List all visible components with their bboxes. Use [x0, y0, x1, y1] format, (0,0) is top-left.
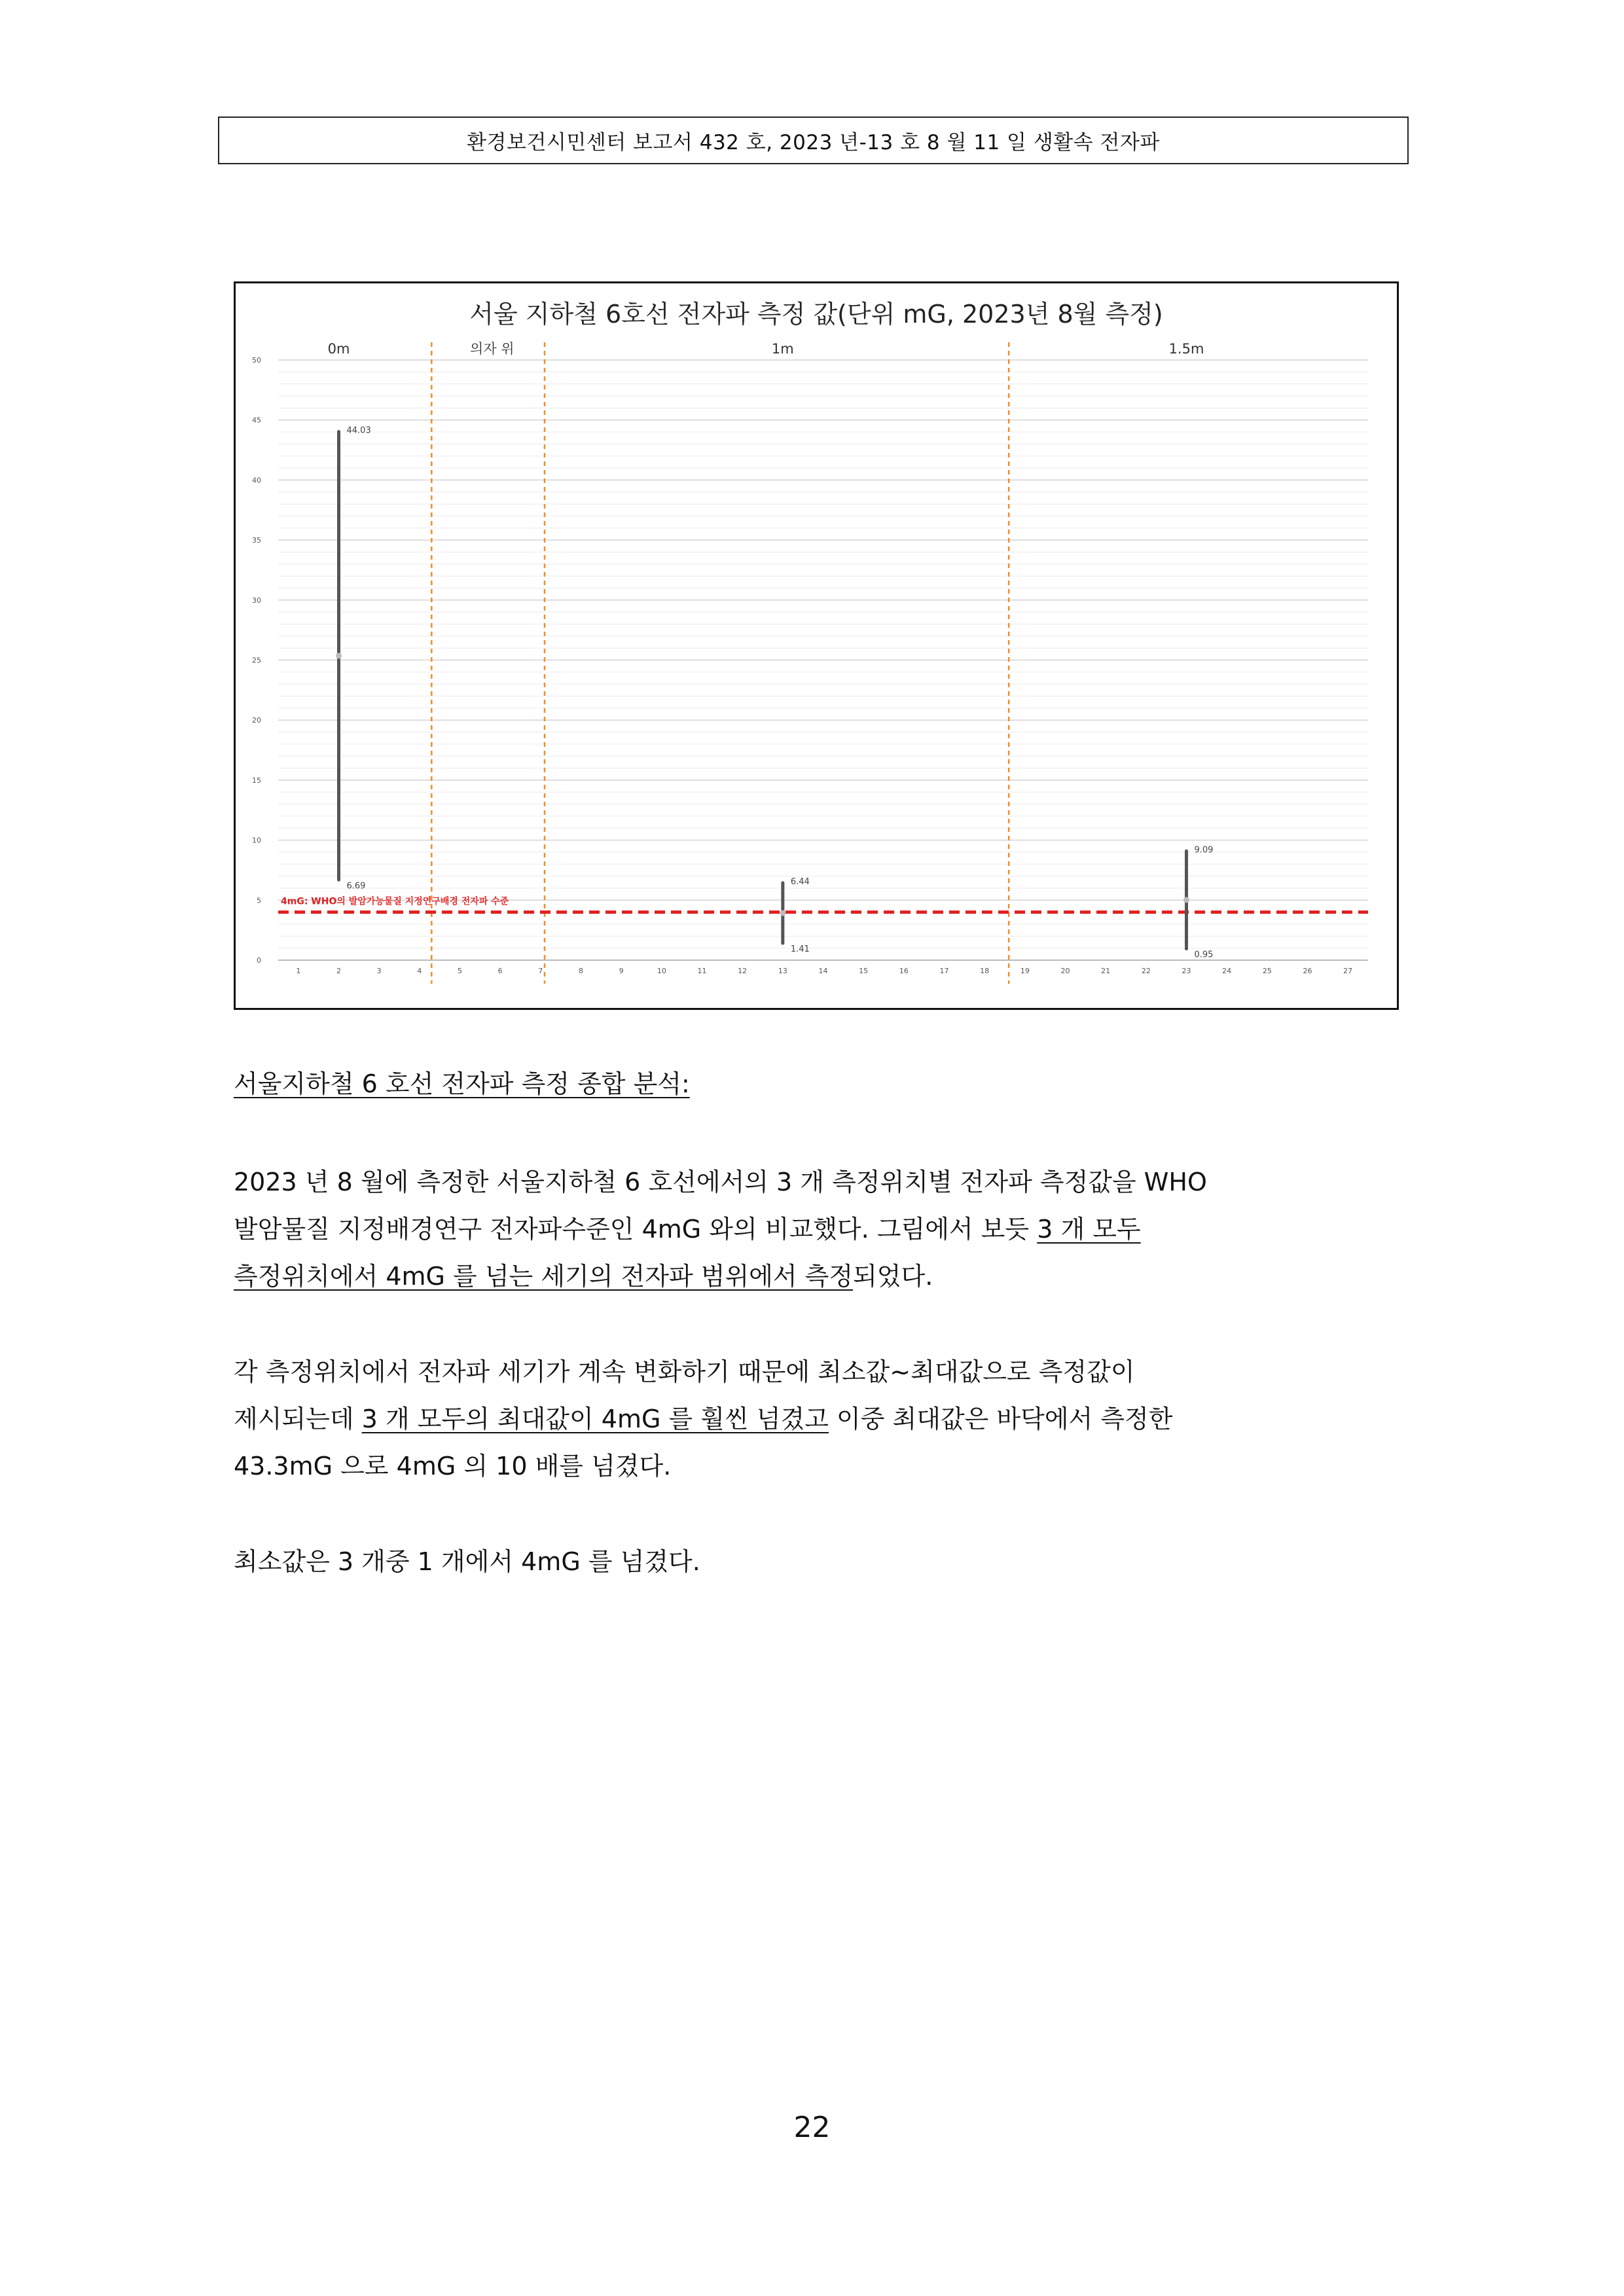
- y-tick-label: 45: [252, 416, 261, 425]
- analysis-heading-block: [234, 1060, 1412, 1107]
- range-max-label: 44.03: [346, 425, 371, 436]
- analysis-paragraph-3: [234, 1538, 1412, 1585]
- x-tick-label: 7: [538, 967, 543, 975]
- x-tick-label: 25: [1262, 967, 1272, 975]
- y-tick-label: 20: [252, 716, 261, 725]
- paragraph-2-text-2: 제시되는데: [234, 1405, 362, 1433]
- x-tick-label: 8: [579, 967, 583, 975]
- y-tick-label: 10: [252, 836, 261, 845]
- y-tick-label: 50: [252, 356, 261, 365]
- x-tick-label: 2: [336, 967, 341, 975]
- y-tick-label: 0: [257, 956, 261, 965]
- x-tick-label: 16: [899, 967, 909, 975]
- paragraph-1-line-3: [234, 1253, 1412, 1300]
- analysis-paragraph-2: [234, 1348, 1412, 1490]
- x-tick-label: 19: [1020, 967, 1030, 975]
- report-header: [218, 117, 1409, 164]
- x-tick-label: 23: [1182, 967, 1191, 975]
- x-tick-label: 26: [1303, 967, 1312, 975]
- x-tick-label: 24: [1222, 967, 1232, 975]
- x-tick-label: 21: [1101, 967, 1111, 975]
- zone-label: 0m: [327, 341, 350, 357]
- paragraph-1-text-2: 발암물질 지정배경연구 전자파수준인 4mG 와의 비교했다. 그림에서 보듯: [234, 1215, 1038, 1244]
- zone-label: 1m: [771, 341, 794, 357]
- range-max-label: 6.44: [790, 876, 810, 887]
- paragraph-2-text-4: 43.3mG 으로 4mG 의 10 배를 넘겼다.: [234, 1452, 672, 1480]
- y-tick-label: 35: [252, 536, 261, 545]
- x-tick-label: 6: [497, 967, 503, 975]
- page-number: 22: [793, 2111, 831, 2144]
- range-min-label: 0.95: [1194, 950, 1214, 960]
- paragraph-2-line-1: [234, 1348, 1412, 1395]
- x-tick-label: 9: [619, 967, 624, 975]
- paragraph-2-line-2: [234, 1395, 1412, 1443]
- paragraph-1-underline-2: 측정위치에서 4mG 를 넘는 세기의 전자파 범위에서 측정: [234, 1262, 854, 1291]
- paragraph-1-text-1: 2023 년 8 월에 측정한 서울지하철 6 호선에서의 3 개 측정위치별 전자파 측정값을 WHO: [234, 1168, 1207, 1196]
- range-midpoint: [780, 910, 785, 916]
- x-tick-label: 14: [818, 967, 828, 975]
- y-tick-label: 40: [252, 476, 261, 485]
- x-tick-label: 12: [738, 967, 748, 975]
- paragraph-2-text-1: 각 측정위치에서 전자파 세기가 계속 변화하기 때문에 최소값~최대값으로 측정값이: [234, 1357, 1135, 1386]
- paragraph-2-underline: 3 개 모두의 최대값이 4mG 를 훨씬 넘겼고: [361, 1405, 829, 1433]
- x-tick-label: 18: [980, 967, 990, 975]
- range-min-label: 1.41: [790, 944, 810, 955]
- x-tick-label: 17: [939, 967, 949, 975]
- x-tick-label: 13: [778, 967, 787, 975]
- paragraph-1-line-2: [234, 1206, 1412, 1253]
- y-tick-label: 15: [252, 776, 261, 785]
- paragraph-1-underline-1: 3 개 모두: [1037, 1215, 1141, 1244]
- zone-label: 1.5m: [1168, 341, 1204, 357]
- zone-label: 의자 위: [470, 341, 514, 357]
- paragraph-1-text-3: 되었다.: [853, 1262, 933, 1291]
- x-tick-label: 15: [859, 967, 869, 975]
- x-tick-label: 20: [1060, 967, 1070, 975]
- analysis-paragraph-1: [234, 1158, 1412, 1300]
- emf-chart: [234, 281, 1399, 1010]
- x-tick-label: 11: [697, 967, 707, 975]
- range-midpoint: [336, 653, 342, 658]
- paragraph-2-line-3: [234, 1443, 1412, 1490]
- x-tick-label: 1: [296, 967, 301, 975]
- y-tick-label: 30: [252, 596, 261, 605]
- analysis-heading: 서울지하철 6 호선 전자파 측정 종합 분석:: [234, 1069, 690, 1098]
- x-tick-label: 27: [1343, 967, 1353, 975]
- y-tick-label: 25: [252, 656, 261, 665]
- y-tick-label: 5: [257, 896, 261, 905]
- x-tick-label: 3: [376, 967, 382, 975]
- range-min-label: 6.69: [346, 881, 366, 891]
- emf-chart-svg: [236, 283, 1397, 1008]
- range-max-label: 9.09: [1194, 845, 1214, 855]
- paragraph-1-line-1: [234, 1158, 1412, 1206]
- x-tick-label: 22: [1141, 967, 1151, 975]
- range-midpoint: [1183, 897, 1189, 903]
- chart-title: 서울 지하철 6호선 전자파 측정 값(단위 mG, 2023년 8월 측정): [469, 300, 1163, 329]
- report-header-title: 환경보건시민센터 보고서 432 호, 2023 년-13 호 8 월 11 일 생활속 전자파: [467, 131, 1160, 154]
- who-reference-label: 4mG: WHO의 발암가능물질 지정연구배경 전자파 수준: [281, 896, 509, 907]
- x-tick-label: 5: [458, 967, 462, 975]
- x-tick-label: 10: [657, 967, 666, 975]
- x-tick-label: 4: [417, 967, 422, 975]
- paragraph-2-text-3: 이중 최대값은 바닥에서 측정한: [828, 1405, 1173, 1433]
- paragraph-3-text: 최소값은 3 개중 1 개에서 4mG 를 넘겼다.: [234, 1547, 700, 1576]
